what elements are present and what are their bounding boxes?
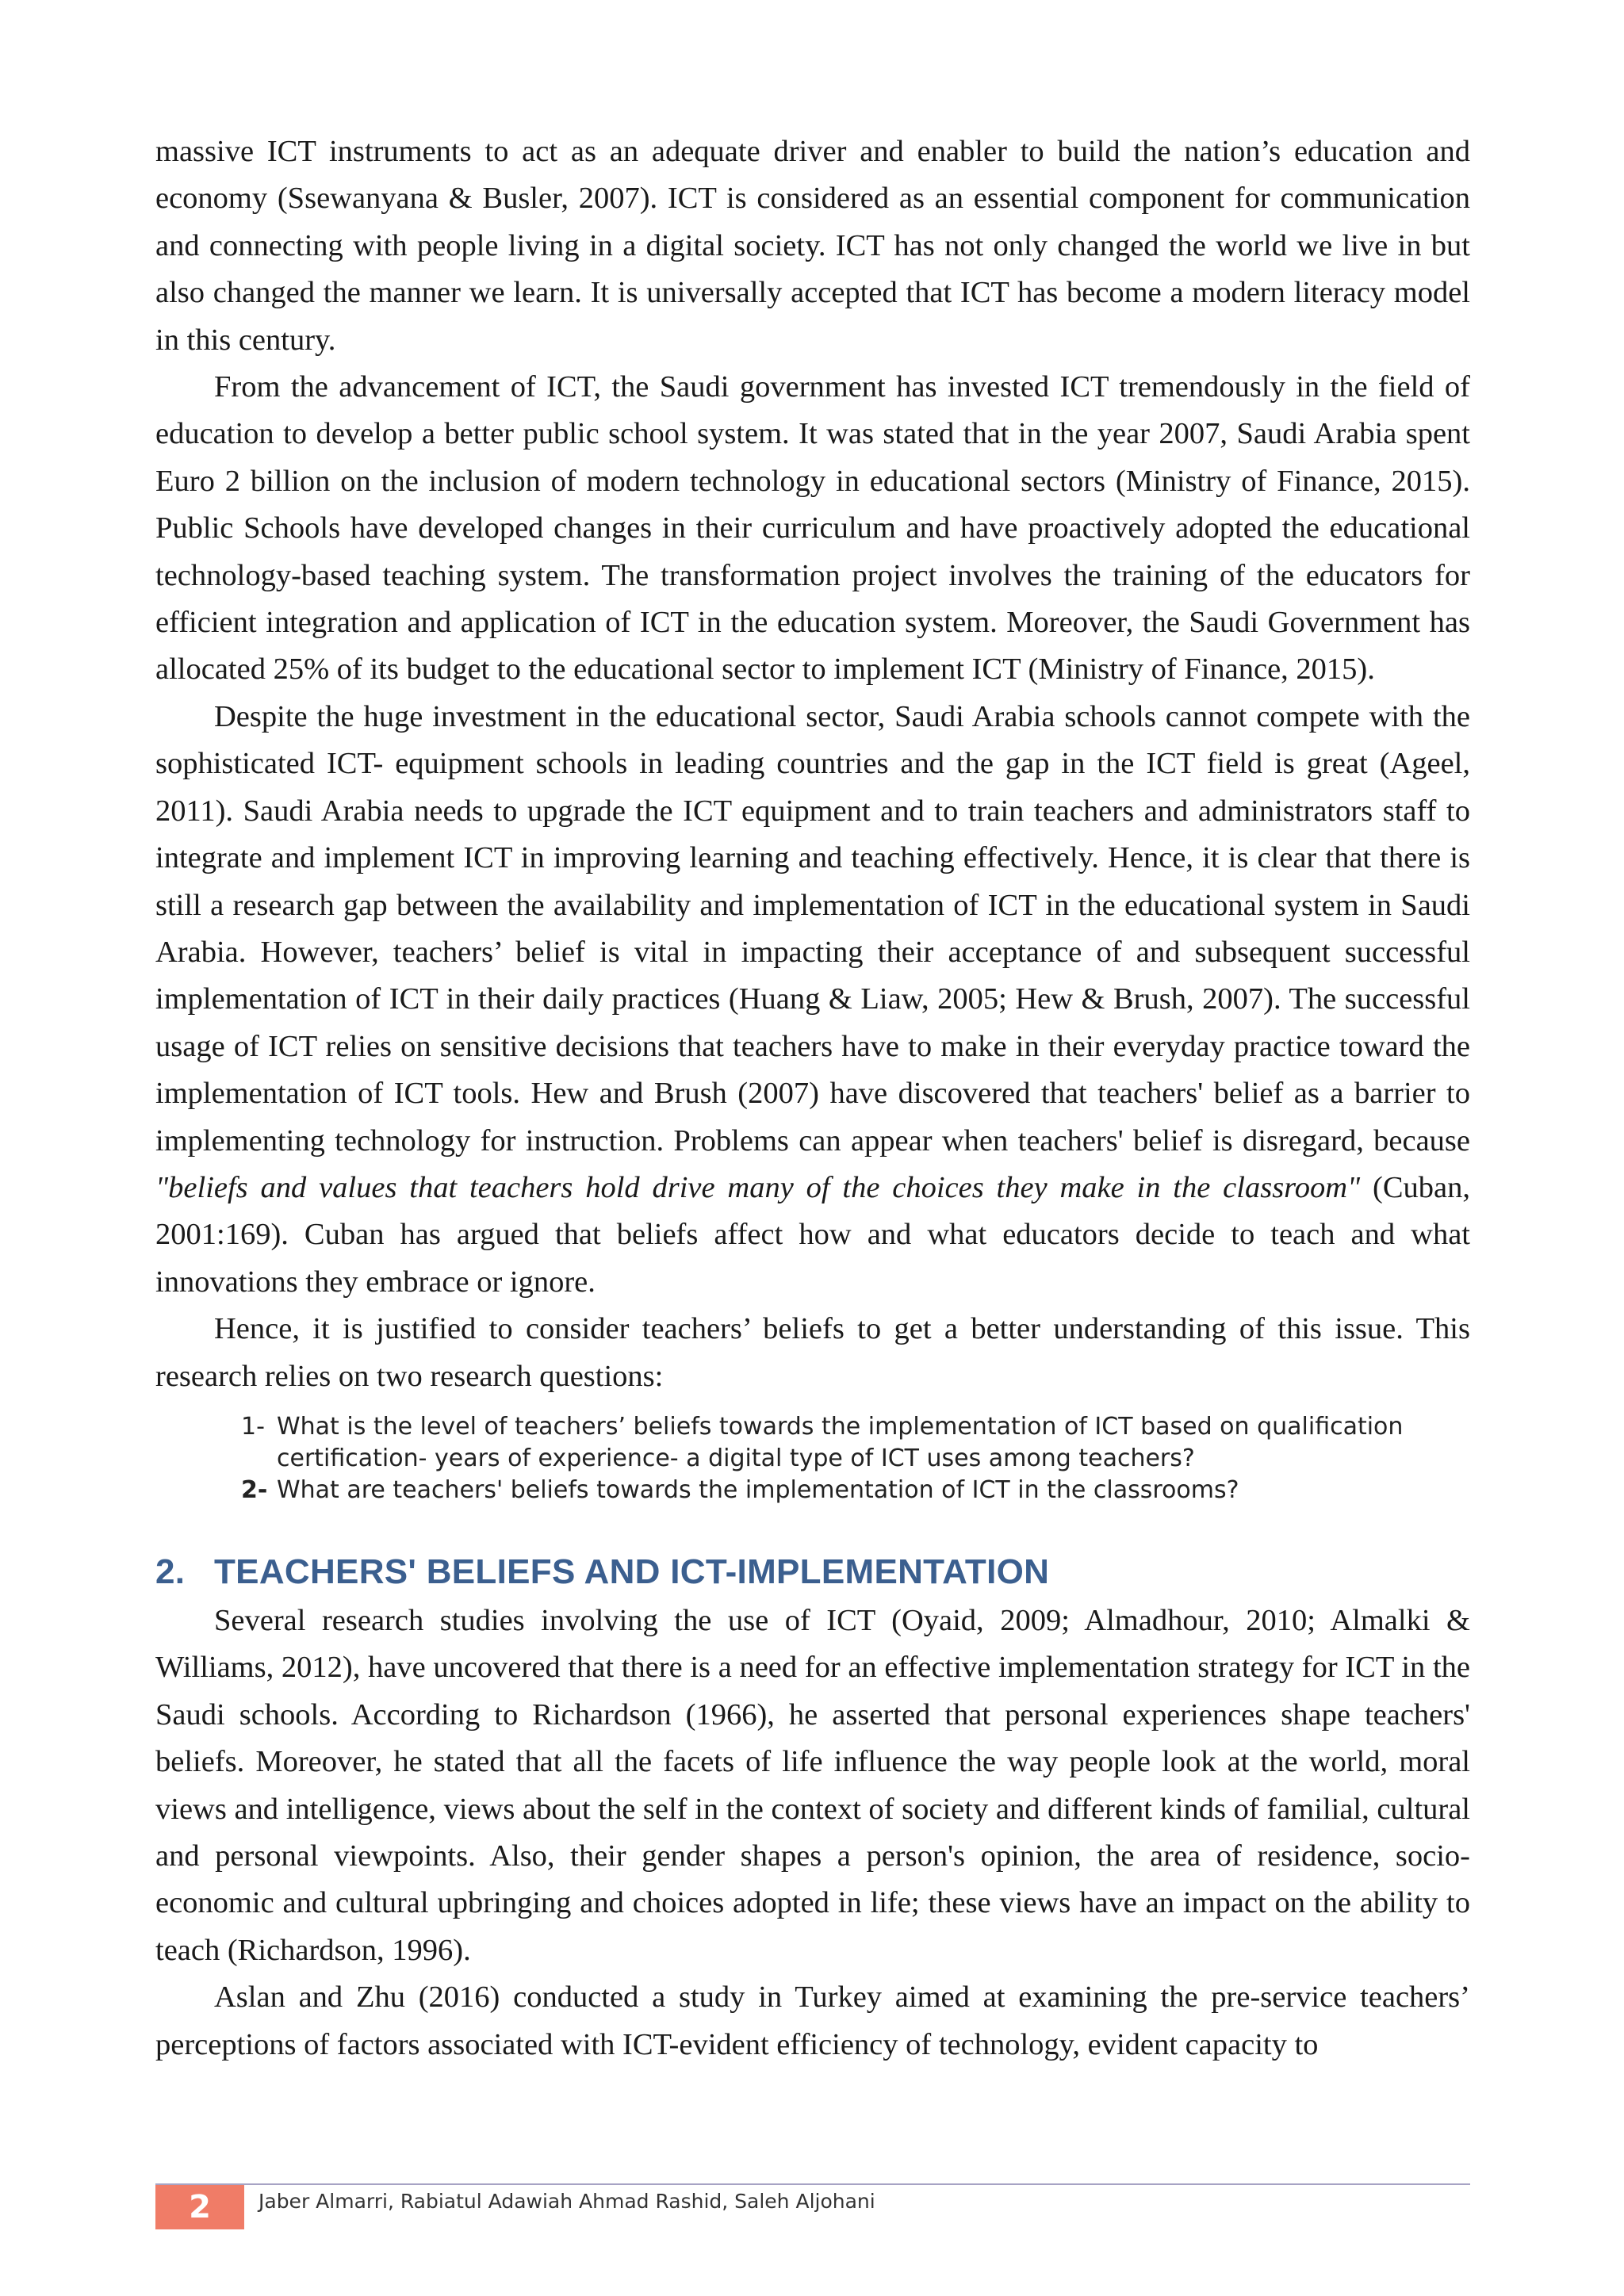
question-number: 1- <box>241 1412 265 1441</box>
footer-divider <box>155 2183 1470 2185</box>
section-title: TEACHERS' BELIEFS AND ICT-IMPLEMENTATION <box>214 1552 1050 1591</box>
page-body <box>155 128 1470 2068</box>
research-question-item <box>241 1411 1470 1475</box>
section-heading <box>155 1550 1470 1594</box>
footer-authors: Jaber Almarri, Rabiatul Adawiah Ahmad Rashid, Saleh Aljohani <box>259 2190 875 2213</box>
page-number-badge <box>155 2185 244 2229</box>
body-paragraph: Hence, it is justified to consider teachers’ beliefs to get a better understanding of this issue. This research relies on two research questions: <box>155 1312 1470 1393</box>
italic-quote: "beliefs and values that teachers hold drive many of the choices they make in the classroom" <box>155 1170 1361 1204</box>
body-paragraph: From the advancement of ICT, the Saudi government has invested ICT tremendously in the field of education to develop a better public school system. It was stated that in the year 2007, Saudi Arabia spent Euro 2 billion on the inclusion of modern technology in educational sectors (Ministry of Finance, 2015). Public Schools have developed changes in their curriculum and have proactively adopted the educational technology-based teaching system. The transformation project involves the training of the educators for efficient integration and application of ICT in the education system. Moreover, the Saudi Government has allocated 25% of its budget to the educational sector to implement ICT (Ministry of Finance, 2015). <box>155 370 1470 687</box>
page-number: 2 <box>189 2189 211 2225</box>
body-paragraph: massive ICT instruments to act as an adequate driver and enabler to build the nation’s education and economy (Ssewanyana & Busler, 2007). ICT is considered as an essential component for communication and connecting with people living in a digital society. ICT has not only changed the world we live in but also changed the manner we learn. It is universally accepted that ICT has become a modern literacy model in this century. <box>155 135 1470 357</box>
question-text: What are teachers' beliefs towards the implementation of ICT in the classrooms? <box>277 1475 1239 1504</box>
question-number: 2- <box>241 1475 268 1504</box>
research-questions-list <box>155 1411 1470 1506</box>
paragraph-text: (Cuban, 2001:169). Cuban has argued that beliefs affect how and what educators decide to teach and what innovations they embrace or ignore. <box>155 1170 1470 1299</box>
body-paragraph: Several research studies involving the use of ICT (Oyaid, 2009; Almadhour, 2010; Almalki & Williams, 2012), have uncovered that there is a need for an effective implementation strategy for ICT in the Saudi schools. According to Richardson (1966), he asserted that personal experiences shape teachers' beliefs. Moreover, he stated that all the facets of life influence the way people look at the world, moral views and intelligence, views about the self in the context of society and different kinds of familial, cultural and personal viewpoints. Also, their gender shapes a person's opinion, the area of residence, socio-economic and cultural upbringing and choices adopted in life; these views have an impact on the ability to teach (Richardson, 1996). <box>155 1603 1470 1967</box>
research-question-item <box>241 1475 1470 1506</box>
section-number: 2. <box>155 1552 186 1591</box>
body-paragraph: Aslan and Zhu (2016) conducted a study in Turkey aimed at examining the pre-service teachers’ perceptions of factors associated with ICT-evident efficiency of technology, evident capacity to <box>155 1980 1470 2061</box>
paragraph-text: Despite the huge investment in the educational sector, Saudi Arabia schools cannot compete with the sophisticated ICT- equipment schools in leading countries and the gap in the ICT field is great (Ageel, 2011). Saudi Arabia needs to upgrade the ICT equipment and to train teachers and administrators staff to integrate and implement ICT in improving learning and teaching effectively. Hence, it is clear that there is still a research gap between the availability and implementation of ICT in the educational system in Saudi Arabia. However, teachers’ belief is vital in impacting their acceptance of and subsequent successful implementation of ICT in their daily practices (Huang & Liaw, 2005; Hew & Brush, 2007). The successful usage of ICT relies on sensitive decisions that teachers have to make in their everyday practice toward the implementation of ICT tools. Hew and Brush (2007) have discovered that teachers' belief as a barrier to implementing technology for instruction. Problems can appear when teachers' belief is disregard, because <box>155 699 1470 1158</box>
question-text: What is the level of teachers’ beliefs towards the implementation of ICT based on qualification certification- years of experience- a digital type of ICT uses among teachers? <box>277 1412 1404 1472</box>
body-paragraph <box>155 694 1470 1306</box>
